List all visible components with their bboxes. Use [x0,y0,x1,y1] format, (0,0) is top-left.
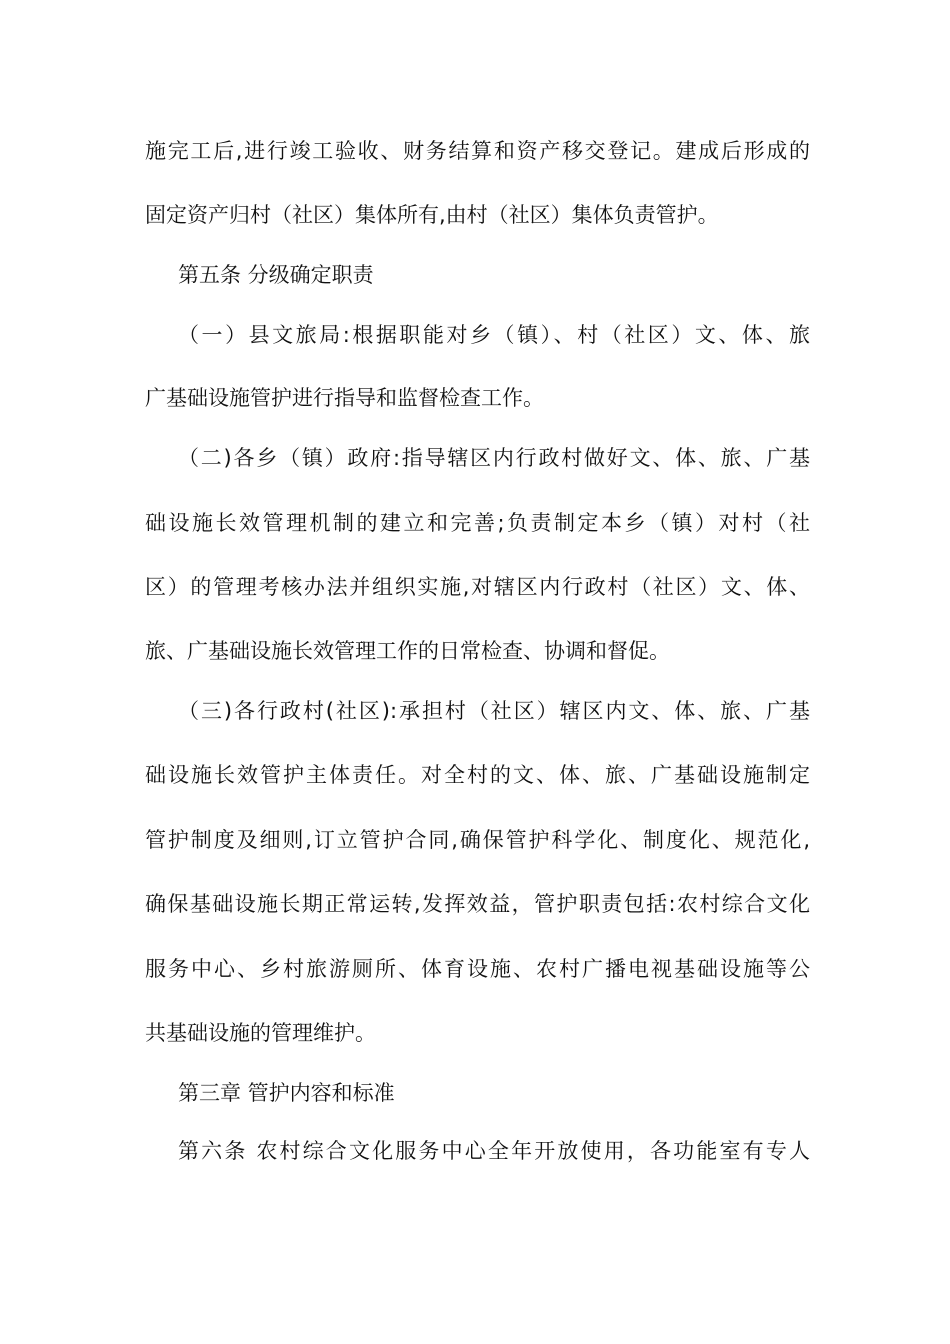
chapter-heading: 第三章 管护内容和标准 [178,1081,395,1105]
text-line: 础设施长效管理机制的建立和完善;负责制定本乡（镇）对村（社 [145,511,810,535]
text-line: 共基础设施的管理维护。 [145,1021,376,1045]
text-line: （一）县文旅局:根据职能对乡（镇）、村（社区）文、体、旅 [178,323,810,347]
section-heading: 第五条 分级确定职责 [178,263,374,287]
text-line: 区）的管理考核办法并组织实施,对辖区内行政村（社区）文、体、 [145,575,810,599]
text-line: 固定资产归村（社区）集体所有,由村（社区）集体负责管护。 [145,203,719,227]
text-line: 服务中心、乡村旅游厕所、体育设施、农村广播电视基础设施等公 [145,957,810,981]
text-line: 管护制度及细则,订立管护合同,确保管护科学化、制度化、规范化, [145,828,810,852]
text-line: 施完工后,进行竣工验收、财务结算和资产移交登记。建成后形成的 [145,139,810,163]
text-line: （二)各乡（镇）政府:指导辖区内行政村做好文、体、旅、广基 [178,446,810,470]
text-line: 确保基础设施长期正常运转,发挥效益，管护职责包括:农村综合文化 [145,892,810,916]
text-line: （三)各行政村(社区):承担村（社区）辖区内文、体、旅、广基 [178,699,810,723]
text-line: 础设施长效管护主体责任。对全村的文、体、旅、广基础设施制定 [145,763,810,787]
text-line: 广基础设施管护进行指导和监督检查工作。 [145,386,544,410]
text-line: 第六条 农村综合文化服务中心全年开放使用，各功能室有专人 [178,1139,810,1163]
text-line: 旅、广基础设施长效管理工作的日常检查、协调和督促。 [145,639,670,663]
